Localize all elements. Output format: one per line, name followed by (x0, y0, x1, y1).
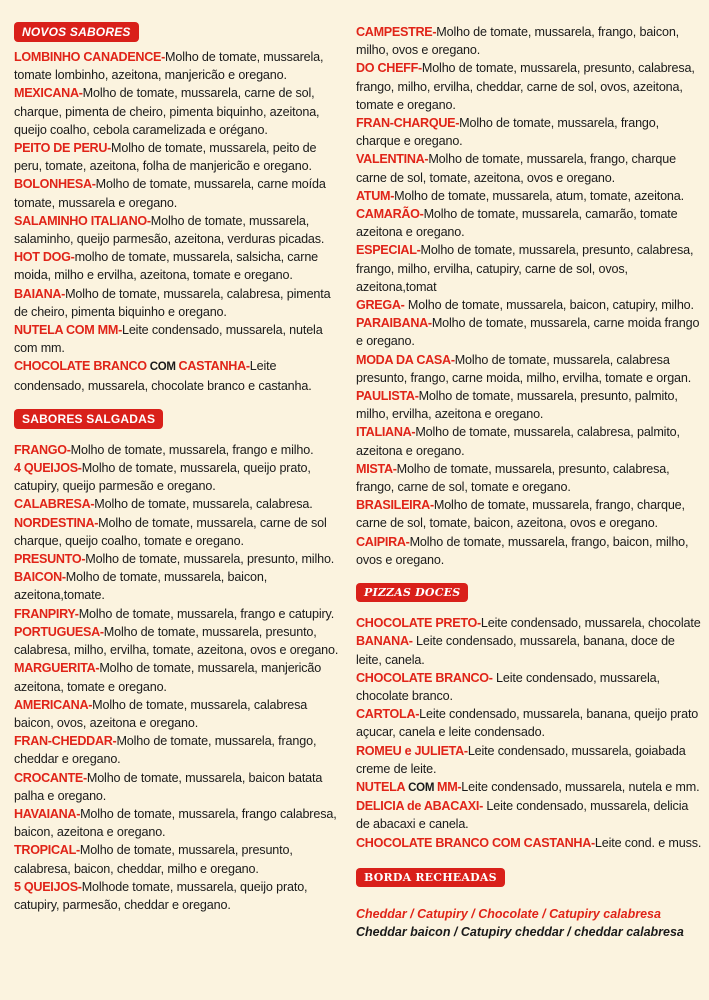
menu-item-name: MEXICANA- (14, 86, 83, 101)
menu-item-name-part2: MM- (437, 779, 462, 794)
menu-item (14, 321, 344, 357)
menu-item-description: Molho de tomate, mussarela, presunto, palmito, milho, ervilha, azeitona e oregano. (356, 389, 678, 422)
menu-item (356, 742, 702, 778)
menu-item-name: BOLONHESA- (14, 177, 96, 192)
menu-item (14, 514, 344, 550)
menu-item-description: molho de tomate, mussarela, salsicha, carne moida, milho e ervilha, azeitona, tomate e oregano. (14, 250, 319, 283)
menu-item (356, 423, 702, 459)
menu-item-name: VALENTINA- (356, 152, 429, 167)
menu-item (356, 296, 702, 314)
menu-item-description: Molho de tomate, mussarela, frango, baicon, milho, ovos e oregano. (356, 25, 680, 58)
menu-item (356, 114, 702, 150)
menu-item-description: Molho de tomate, mussarela, queijo prato, catupiry, queijo parmesão e oregano. (14, 461, 311, 494)
menu-item-description: Molho de tomate, mussarela, frango, baicon, milho, ovos e oregano. (356, 534, 689, 567)
menu-item-name: PRESUNTO- (14, 552, 86, 567)
menu-item-name: HOT DOG- (14, 250, 75, 265)
menu-item-description: Molho de tomate, mussarela, manjericão azeitona, tomate e oregano. (14, 661, 322, 694)
menu-item-description: Molho de tomate, mussarela, presunto, calabresa, milho, ervilha, tomate, azeitona, ovos e oregano. (14, 624, 339, 658)
menu-item-name: TROPICAL- (14, 843, 80, 858)
menu-item-name: FRANPIRY- (14, 606, 79, 621)
menu-item (14, 48, 344, 84)
menu-item-name: MISTA- (356, 461, 397, 476)
menu-item (356, 669, 702, 705)
menu-item-description: Molho de tomate, mussarela, carne moída tomate, mussarela e oregano. (14, 177, 326, 210)
menu-item-description: Leite condensado, mussarela, banana, doce de leite, canela. (356, 634, 675, 667)
menu-item-description: Leite condensado, mussarela, nutela e mm. (461, 779, 700, 794)
menu-item-name: NUTELA (356, 779, 406, 794)
menu-item (14, 696, 344, 732)
menu-item-description: Molho de tomate, mussarela, frango, charque carne de sol, tomate, azeitona, ovos e oregano. (356, 152, 676, 185)
menu-item-name: MODA DA CASA- (356, 352, 455, 367)
menu-item-name: ITALIANA- (356, 425, 416, 440)
menu-item-name: ROMEU e JULIETA- (356, 743, 468, 758)
menu-item (356, 205, 702, 241)
menu-item-description: Molho de tomate, mussarela, calabresa. (94, 497, 313, 512)
menu-item (356, 632, 702, 668)
menu-item (14, 659, 344, 695)
menu-item-name: FRAN-CHARQUE- (356, 116, 460, 131)
menu-item-description: Leite condensado, mussarela, delicia de abacaxi e canela. (356, 799, 689, 832)
menu-item-name: CAIPIRA- (356, 534, 410, 549)
menu-item-name: LOMBINHO CANADENCE- (14, 50, 166, 64)
borda-line-2: Cheddar baicon / Catupiry cheddar / cheddar calabresa (356, 924, 684, 939)
menu-item-name: ESPECIAL- (356, 243, 421, 258)
menu-item (356, 314, 702, 350)
menu-item (14, 623, 344, 659)
menu-item-description: Molho de tomate, mussarela, calabresa baicon, ovos, azeitona e oregano. (14, 697, 308, 730)
novos-sabores-header: NOVOS SABORES (14, 22, 139, 42)
menu-item-description: Leite condensado, mussarela, goiabada creme de leite. (356, 743, 686, 776)
menu-item-description: Leite condensado, mussarela, nutela com mm. (14, 323, 323, 356)
menu-item (356, 351, 702, 387)
novos-sabores-list (14, 48, 344, 395)
menu-item-name: PARAIBANA- (356, 316, 432, 331)
menu-item (356, 834, 702, 852)
menu-item-description: Molho de tomate, mussarela, frango, charque, carne de sol, tomate, baicon, azeitona, ovos e oregano. (356, 498, 685, 531)
menu-item-name: AMERICANA- (14, 697, 93, 712)
menu-item (356, 387, 702, 423)
menu-item-name: FRANGO- (14, 442, 71, 457)
menu-item-name: PAULISTA- (356, 389, 419, 404)
menu-item-name: 5 QUEIJOS- (14, 879, 82, 894)
menu-item-description: Molho de tomate, mussarela, presunto, calabresa, frango, carne de sol, tomate e oregano. (356, 461, 670, 495)
menu-item-description: Molhode tomate, mussarela, queijo prato, catupiry, parmesão, cheddar e oregano. (14, 879, 308, 912)
menu-item (14, 568, 344, 604)
menu-item-name: PORTUGUESA- (14, 624, 104, 639)
menu-item (356, 496, 702, 532)
menu-item-description: Molho de tomate, mussarela, peito de peru, tomate, azeitona, folha de manjericão e oregano. (14, 141, 317, 174)
sabores-salgadas-list (14, 441, 344, 914)
menu-item-description: Molho de tomate, mussarela, carne de sol, charque, pimenta de cheiro, pimenta biquinho, azeitona, queijo coalho, cebola caramelizada e orégano. (14, 86, 320, 137)
menu-item-connector: COM (146, 361, 179, 374)
menu-item-description: Molho de tomate, mussarela, presunto, calabresa, frango, milho, ervilha, catupiry, carne de sol, ovos, azeitona,tomat (356, 243, 694, 294)
menu-item-name-part2: CASTANHA- (178, 359, 250, 374)
menu-item-name: SALAMINHO ITALIANO- (14, 213, 151, 228)
menu-item (14, 357, 344, 394)
menu-item (14, 212, 344, 248)
menu-item-description: Molho de tomate, mussarela, tomate lombinho, azeitona, manjericão e oregano. (14, 50, 324, 83)
menu-item-name: CHOCOLATE BRANCO- (356, 670, 493, 685)
menu-item (356, 23, 702, 59)
menu-item (14, 495, 344, 513)
menu-item-name: NUTELA COM MM- (14, 323, 122, 338)
pizzas-doces-header: PIZZAS DOCES (356, 583, 468, 602)
menu-item-name: HAVAIANA- (14, 806, 81, 821)
menu-item (356, 150, 702, 186)
menu-item-description: Molho de tomate, mussarela, atum, tomate, azeitona. (394, 188, 684, 203)
right-salgadas-list (356, 23, 702, 569)
borda-line-1: Cheddar / Catupiry / Chocolate / Catupiry calabresa (356, 906, 661, 921)
menu-item-description: Molho de tomate, mussarela, salaminho, queijo parmesão, azeitona, verduras picadas. (14, 213, 325, 247)
menu-item-name: BAICON- (14, 570, 66, 585)
borda-recheadas-header: BORDA RECHEADAS (356, 868, 505, 887)
right-column (356, 0, 702, 941)
menu-item-description: Molho de tomate, mussarela, baicon, azeitona,tomate. (14, 570, 268, 603)
menu-item (356, 614, 702, 632)
menu-item-description: Molho de tomate, mussarela, frango e milho. (70, 442, 314, 457)
menu-item-name: FRAN-CHEDDAR- (14, 734, 117, 749)
menu-item (14, 248, 344, 284)
menu-item (356, 797, 702, 833)
menu-item-description: Leite condensado, mussarela, chocolate (480, 616, 701, 631)
menu-item (356, 460, 702, 496)
menu-item-description: Molho de tomate, mussarela, frango, charque e oregano. (356, 116, 659, 149)
menu-item-description: Molho de tomate, mussarela, presunto, milho. (85, 552, 335, 567)
menu-item-name: BANANA- (356, 634, 413, 649)
menu-item-description: Molho de tomate, mussarela, baicon batata palha e oregano. (14, 770, 323, 803)
menu-item-description: Molho de tomate, mussarela, carne de sol charque, queijo coalho, tomate e oregano. (14, 515, 327, 548)
menu-item-description: Leite condensado, mussarela, banana, queijo prato açucar, canela e leite condensado. (356, 707, 699, 740)
menu-item (14, 459, 344, 495)
menu-item (14, 769, 344, 805)
menu-item (14, 139, 344, 175)
menu-item (14, 805, 344, 841)
pizzas-doces-list (356, 614, 702, 852)
menu-item (356, 241, 702, 296)
menu-item (356, 533, 702, 569)
menu-item (14, 285, 344, 321)
menu-item-name: CHOCOLATE BRANCO COM CASTANHA- (356, 835, 595, 850)
menu-item-name: CROCANTE- (14, 770, 87, 785)
menu-item (356, 59, 702, 114)
menu-item-connector: COM (405, 781, 438, 794)
menu-item-description: Molho de tomate, mussarela, frango calabresa, baicon, azeitona e oregano. (14, 806, 337, 840)
menu-item (14, 84, 344, 139)
menu-item-description: Molho de tomate, mussarela, presunto, calabresa, baicon, cheddar, milho e oregano. (14, 843, 293, 876)
menu-item-name: CARTOLA- (356, 707, 420, 722)
menu-item-name: CAMARÃO- (356, 207, 424, 222)
menu-item-description: Molho de tomate, mussarela, calabresa, palmito, azeitona e oregano. (356, 425, 680, 458)
menu-item-description: Molho de tomate, mussarela, frango e catupiry. (78, 606, 335, 621)
left-column (14, 0, 344, 914)
menu-item-name: CALABRESA- (14, 497, 95, 512)
menu-item-name: DO CHEFF- (356, 61, 422, 76)
menu-item (14, 550, 344, 568)
menu-item-description: Molho de tomate, mussarela, calabresa presunto, frango, carne moida, milho, ervilha, tomate e organ. (356, 352, 692, 385)
menu-item-name: ATUM- (356, 188, 395, 203)
menu-item-name: BAIANA- (14, 286, 66, 301)
menu-item (14, 605, 344, 623)
menu-item-description: Molho de tomate, mussarela, presunto, calabresa, frango, milho, ervilha, cheddar, carne de sol, ovos, azeitona, tomate e oregano. (356, 61, 695, 112)
menu-item-description: Molho de tomate, mussarela, frango, cheddar e oregano. (14, 734, 317, 767)
menu-item-description: Molho de tomate, mussarela, baicon, catupiry, milho. (404, 298, 694, 313)
menu-item (356, 187, 702, 205)
menu-item (356, 778, 702, 797)
menu-item-name: CHOCOLATE BRANCO (14, 359, 147, 374)
menu-item-name: 4 QUEIJOS- (14, 461, 82, 476)
menu-item-description: Molho de tomate, mussarela, carne moida frango e oregano. (356, 316, 700, 349)
menu-item-name: PEITO DE PERU- (14, 141, 112, 156)
menu-item-description: Molho de tomate, mussarela, calabresa, pimenta de cheiro, pimenta biquinho e oregano. (14, 286, 331, 319)
menu-item (14, 441, 344, 459)
menu-item-name: DELICIA de ABACAXI- (356, 799, 484, 814)
menu-item-description: Leite cond. e muss. (594, 835, 702, 850)
menu-item-name: MARGUERITA- (14, 661, 100, 676)
menu-item-name: BRASILEIRA- (356, 498, 434, 513)
menu-item (14, 878, 344, 914)
menu-item-description: Leite condensado, mussarela, chocolate branco. (356, 670, 660, 703)
menu-item (356, 705, 702, 741)
menu-item-name: CAMPESTRE- (356, 25, 437, 39)
menu-item-description: Molho de tomate, mussarela, camarão, tomate azeitona e oregano. (356, 207, 678, 240)
menu-item-name: NORDESTINA- (14, 515, 99, 530)
menu-item (14, 841, 344, 877)
menu-item (14, 175, 344, 211)
menu-item (14, 732, 344, 768)
menu-item-name: GREGA- (356, 298, 405, 313)
menu-item-name: CHOCOLATE PRETO- (356, 616, 481, 631)
menu-item-description: Leite condensado, mussarela, chocolate branco e castanha. (14, 359, 312, 393)
sabores-salgadas-header: SABORES SALGADAS (14, 409, 163, 429)
